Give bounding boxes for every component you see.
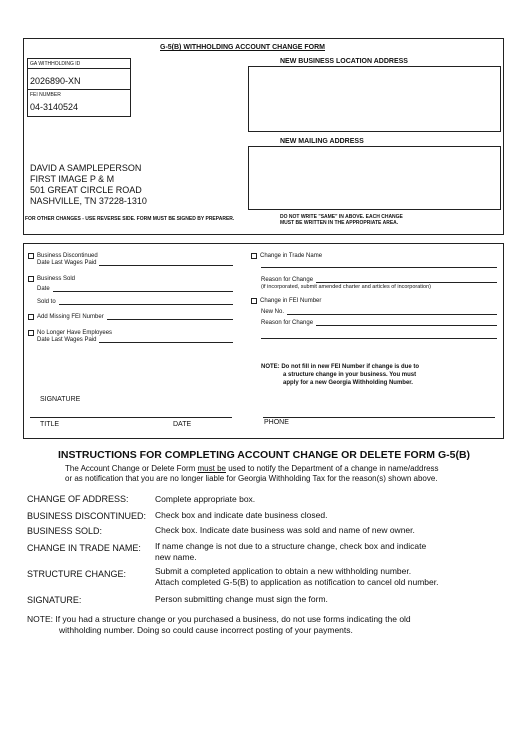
phone-label: PHONE — [264, 419, 289, 426]
address-line: NASHVILLE, TN 37228-1310 — [30, 196, 147, 206]
instruction-text: Submit a completed application to obtain a new withholding number. Attach completed G-5(B) to application as notification to cancel old number. — [155, 566, 439, 587]
instructions-note: NOTE: If you had a structure change or you purchased a business, do not use forms indicating the old withholding number. Doing so could cause incorrect posting of your payments. — [27, 614, 411, 635]
no-employees-option[interactable]: No Longer Have Employees — [28, 330, 233, 336]
new-fei-field[interactable] — [287, 308, 497, 315]
new-mailing-address-label: NEW MAILING ADDRESS — [280, 138, 364, 145]
sold-to-field[interactable] — [59, 298, 233, 305]
instruction-label: CHANGE IN TRADE NAME: — [27, 543, 141, 553]
instruction-text: Check box. Indicate date business was sold and name of new owner. — [155, 525, 415, 535]
date-last-wages-paid-2-field[interactable] — [99, 336, 233, 343]
phone-line[interactable] — [263, 417, 495, 418]
right-options: Change in Trade Name Reason for Change (if incorporated, submit amended charter and articles of incorporation) Change in FEI Number New No. Reason for Change — [251, 253, 497, 339]
title-label: TITLE — [40, 421, 60, 428]
address-line: 501 GREAT CIRCLE ROAD — [30, 185, 142, 195]
left-options: Business Discontinued Date Last Wages Paid Business Sold Date Sold to Add Missing FEI Number No Longer Have Employees Date Last Wages Paid — [28, 253, 233, 343]
instructions-heading: INSTRUCTIONS FOR COMPLETING ACCOUNT CHANGE OR DELETE FORM G-5(B) — [58, 449, 471, 461]
fei-change-checkbox[interactable] — [251, 298, 257, 304]
fei-reason-extra-field[interactable] — [261, 332, 497, 339]
trade-reason-field[interactable] — [316, 276, 497, 283]
trade-name-option[interactable]: Change in Trade Name — [251, 253, 497, 259]
business-sold-option[interactable]: Business Sold — [28, 276, 233, 282]
new-business-location-field[interactable] — [248, 66, 501, 132]
date-label: DATE — [173, 421, 192, 428]
address-line: DAVID A SAMPLEPERSON — [30, 163, 142, 173]
instruction-label: STRUCTURE CHANGE: — [27, 569, 127, 579]
trade-name-checkbox[interactable] — [251, 253, 257, 259]
no-employees-checkbox[interactable] — [28, 330, 34, 336]
instruction-text: Complete appropriate box. — [155, 494, 256, 504]
add-fei-option[interactable]: Add Missing FEI Number — [28, 313, 233, 320]
mailing-address-block — [30, 163, 147, 207]
new-business-location-label: NEW BUSINESS LOCATION ADDRESS — [280, 58, 408, 65]
form-title: G-5(B) WITHHOLDING ACCOUNT CHANGE FORM — [160, 44, 326, 51]
signature-line[interactable] — [30, 417, 232, 418]
instructions-intro: The Account Change or Delete Form must be used to notify the Department of a change in name/address or as notification that you are no longer liable for Georgia Withholding Tax for the reason(s) shown above. — [65, 464, 439, 483]
add-fei-checkbox[interactable] — [28, 314, 34, 320]
new-trade-name-field[interactable] — [261, 261, 497, 268]
same-note: DO NOT WRITE "SAME" IN ABOVE. EACH CHANGE MUST BE WRITTEN IN THE APPROPRIATE AREA. — [280, 214, 403, 226]
fei-number-field[interactable]: 04-3140524 — [30, 102, 79, 112]
fei-reason-field[interactable] — [316, 319, 497, 326]
business-discontinued-option[interactable]: Business Discontinued — [28, 253, 233, 259]
sold-date-field[interactable] — [53, 285, 233, 292]
withholding-id-field[interactable]: 2026890-XN — [30, 76, 81, 86]
instruction-label: CHANGE OF ADDRESS: — [27, 494, 129, 504]
instruction-label: BUSINESS DISCONTINUED: — [27, 511, 147, 521]
add-fei-field[interactable] — [107, 313, 233, 320]
instruction-label: BUSINESS SOLD: — [27, 526, 103, 536]
signature-label: SIGNATURE — [40, 396, 81, 403]
withholding-id-label: GA WITHHOLDING ID — [30, 61, 81, 67]
business-discontinued-checkbox[interactable] — [28, 253, 34, 259]
new-mailing-address-field[interactable] — [248, 146, 501, 210]
business-sold-checkbox[interactable] — [28, 276, 34, 282]
fei-note: NOTE: Do not fill in new FEI Number if change is due to a structure change in your business. You must apply for a new Georgia Withholding Number. — [261, 364, 420, 386]
other-changes-note: FOR OTHER CHANGES - USE REVERSE SIDE. FORM MUST BE SIGNED BY PREPARER. — [25, 216, 235, 222]
instruction-label: SIGNATURE: — [27, 595, 82, 605]
date-last-wages-paid-field[interactable] — [99, 259, 233, 266]
instruction-text: If name change is not due to a structure change, check box and indicate new name. — [155, 541, 427, 562]
fei-number-label: FEI NUMBER — [30, 92, 61, 98]
fei-change-option[interactable]: Change in FEI Number — [251, 298, 497, 304]
address-line: FIRST IMAGE P & M — [30, 174, 115, 184]
instruction-text: Check box and indicate date business closed. — [155, 510, 328, 520]
instruction-text: Person submitting change must sign the form. — [155, 594, 328, 604]
